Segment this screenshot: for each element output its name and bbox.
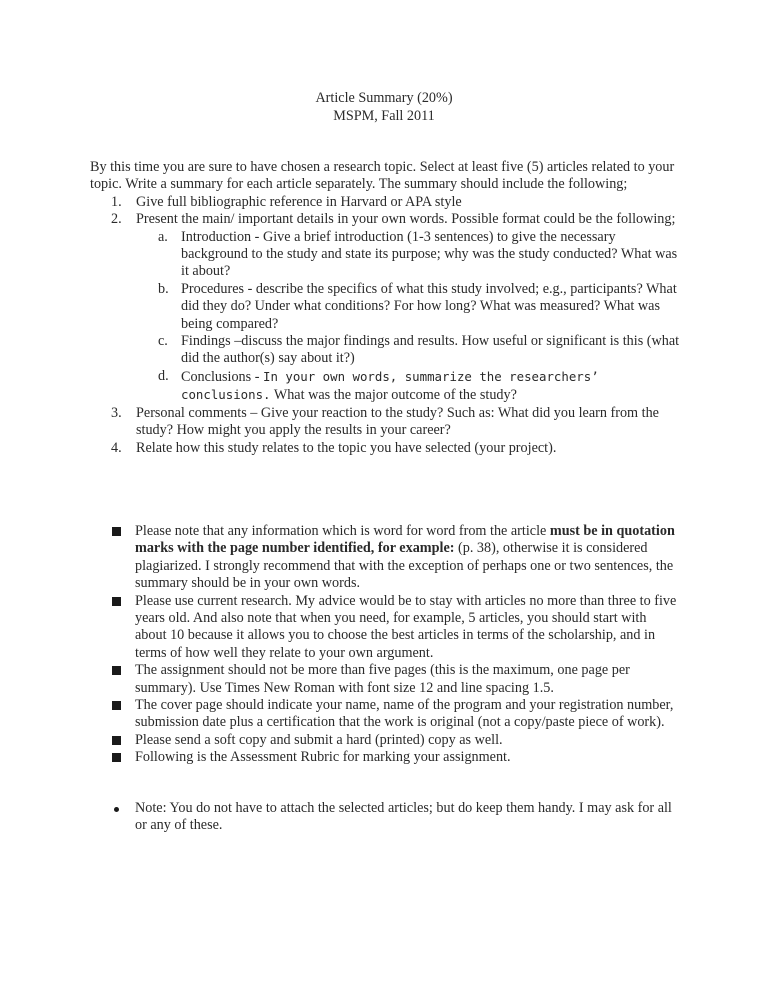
square-bullet-icon xyxy=(112,736,121,745)
bullet-text: Please use current research. My advice would be to stay with articles no more than three to five years old. And also note that when you need, for example, 5 articles, you should start with about 10 because it allows you to choose the best articles in terms of the scholarship, and in terms of how well they relate to your own argument. xyxy=(135,592,677,661)
list-number: 1. xyxy=(111,193,122,210)
list-number: 3. xyxy=(111,404,122,421)
sub-list-item xyxy=(136,281,680,333)
note-item xyxy=(112,800,680,835)
list-item-text: Present the main/ important details in your own words. Possible format could be the following; xyxy=(136,211,676,228)
list-item-text: Personal comments – Give your reaction to the study? Such as: What did you learn from the study? How might you apply the results in your career? xyxy=(136,404,659,439)
sub-list-item-text-end: What was the major outcome of the study? xyxy=(270,387,517,404)
bullet-item xyxy=(112,732,680,749)
note-text: Note: You do not have to attach the selected articles; but do keep them handy. I may ask for all or any of these. xyxy=(135,800,672,834)
sub-list-item-text: Introduction - Give a brief introduction (1-3 sentences) to give the necessary background to the study and state its purpose; why was the study conducted? What was it about? xyxy=(181,228,678,280)
bullet-text-bold: must be in quotation marks with the page number identified, for example: xyxy=(135,523,675,557)
bullet-text: Please send a soft copy and submit a hard (printed) copy as well. xyxy=(135,731,503,748)
list-item-text: Relate how this study relates to the topic you have selected (your project). xyxy=(136,439,557,456)
list-item-text: Give full bibliographic reference in Harvard or APA style xyxy=(136,193,462,210)
sub-list-item-text-mono: In your own words, summarize the researchers’ conclusions. xyxy=(181,368,599,403)
note-list xyxy=(112,800,680,835)
sub-list-letter: d. xyxy=(158,367,169,384)
document-subtitle: MSPM, Fall 2011 xyxy=(333,108,435,124)
bullet-text-end: (p. 38), otherwise it is considered plagiarized. I strongly recommend that with the exception of perhaps one or two sentences, the summary should be in your own words. xyxy=(135,540,674,592)
list-number: 2. xyxy=(111,211,122,228)
numbered-list xyxy=(90,194,680,457)
bullet-item xyxy=(112,523,680,593)
square-bullet-icon xyxy=(112,701,121,710)
list-item xyxy=(90,194,680,211)
square-bullet-icon xyxy=(112,753,121,762)
sub-list-item xyxy=(136,368,680,405)
list-item xyxy=(90,211,680,404)
round-bullet-icon xyxy=(114,807,119,812)
bullet-text: The cover page should indicate your name, name of the program and your registration number, submission date plus a certification that the work is original (not a copy/paste piece of work). xyxy=(135,697,674,731)
bullet-item xyxy=(112,662,680,697)
square-bullet-icon xyxy=(112,597,121,606)
list-item xyxy=(90,405,680,440)
sub-list-letter: c. xyxy=(158,333,168,350)
instructions-section xyxy=(90,159,680,457)
bullet-item xyxy=(112,749,680,766)
list-item xyxy=(90,440,680,457)
sub-list-item xyxy=(136,333,680,368)
list-number: 4. xyxy=(111,439,122,456)
square-bullet-icon xyxy=(112,666,121,675)
bullet-text: Please note that any information which is word for word from the article xyxy=(135,523,550,539)
sub-list-letter: a. xyxy=(158,228,168,245)
sub-list-item-text: Conclusions - xyxy=(181,368,263,385)
bullet-text: Following is the Assessment Rubric for marking your assignment. xyxy=(135,749,511,766)
square-bullet-icon xyxy=(112,527,121,536)
bullet-item xyxy=(112,593,680,663)
sub-list-item-text: Procedures - describe the specifics of what this study involved; e.g., participants? What did they do? Under what conditions? For how long? What was measured? What was being compared? xyxy=(181,280,677,332)
intro-paragraph: By this time you are sure to have chosen a research topic. Select at least five (5) articles related to your topic. Write a summary for each article separately. The summary should include the following; xyxy=(90,159,675,193)
sub-list-item xyxy=(136,229,680,281)
bullet-text: The assignment should not be more than five pages (this is the maximum, one page per summary). Use Times New Roman with font size 12 and line spacing 1.5. xyxy=(135,662,630,696)
document-header xyxy=(0,89,768,125)
square-bullet-list xyxy=(112,523,680,767)
sub-list-item-text: Findings –discuss the major findings and results. How useful or significant is this (what did the author(s) say about it?) xyxy=(181,333,680,367)
sub-list-letter: b. xyxy=(158,280,169,297)
sub-list xyxy=(136,229,680,405)
document-title: Article Summary (20%) xyxy=(315,90,453,106)
bullet-item xyxy=(112,697,680,732)
